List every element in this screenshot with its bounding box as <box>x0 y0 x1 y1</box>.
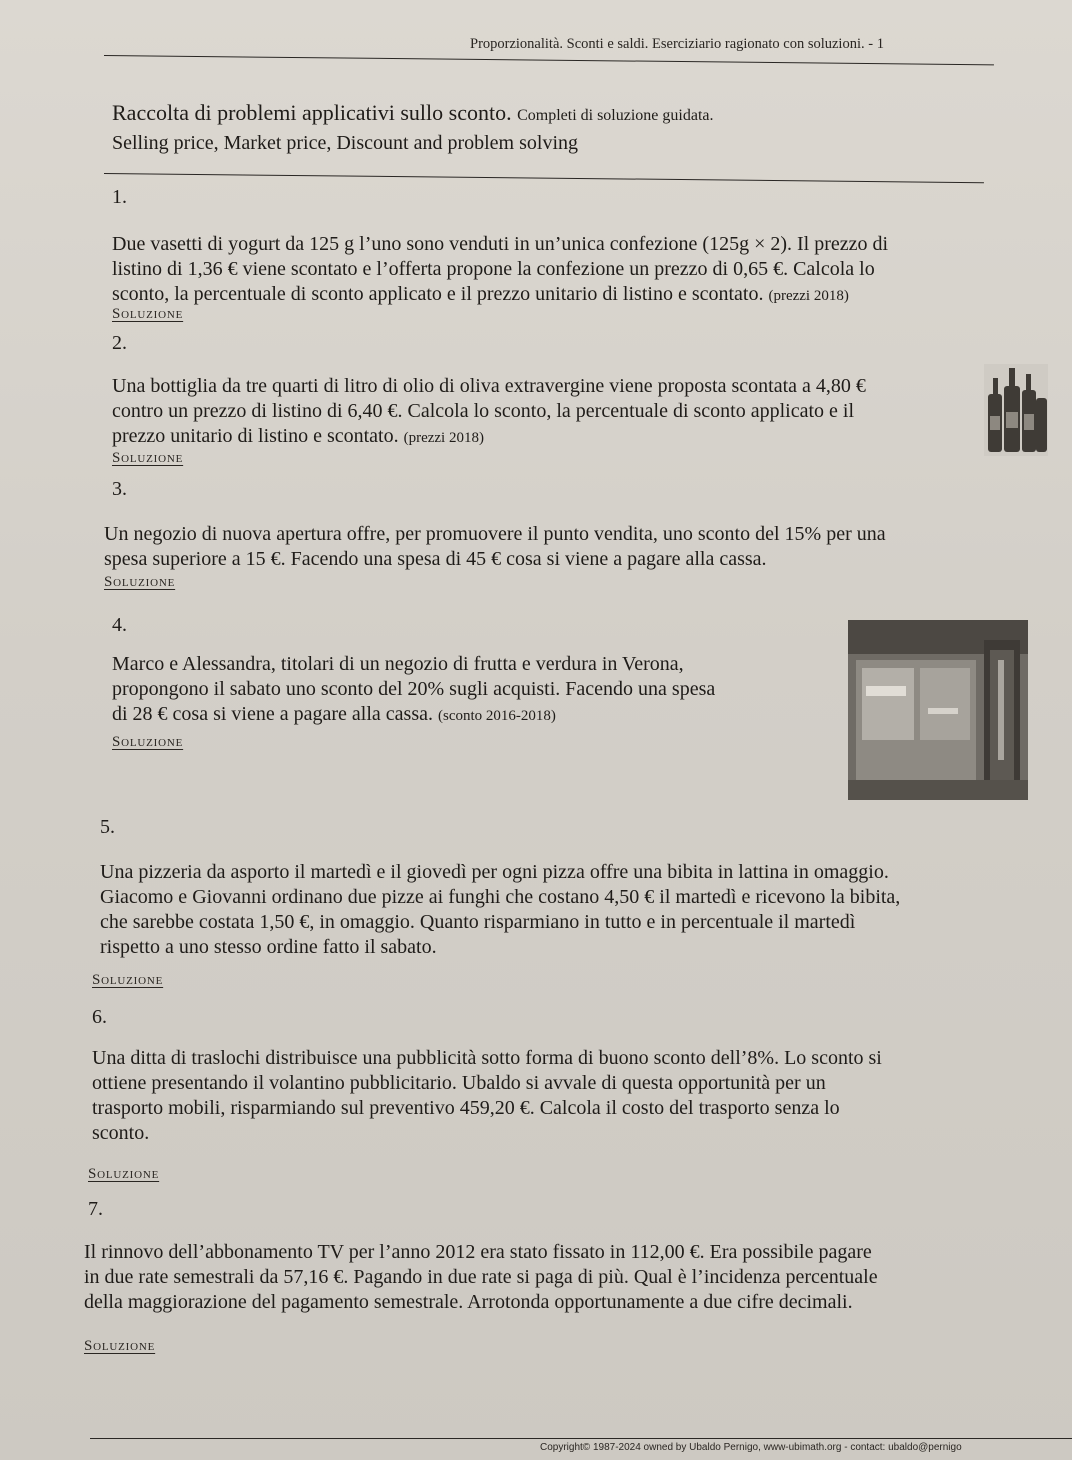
problem-4-line-2: propongono il sabato uno sconto del 20% sugli acquisti. Facendo una spesa <box>112 678 716 700</box>
problem-4-line-1: Marco e Alessandra, titolari di un negozio di frutta e verdura in Verona, <box>112 653 684 675</box>
problem-2-line-3: prezzo unitario di listino e scontato. <box>112 425 399 447</box>
problem-1-line-1: Due vasetti di yogurt da 125 g l’uno sono venduti in un’unica confezione (125g × 2). Il prezzo di <box>112 233 889 255</box>
problem-2-line-2: contro un prezzo di listino di 6,40 €. Calcola lo sconto, la percentuale di sconto applicato e il <box>112 400 855 422</box>
problem-3-line-2: spesa superiore a 15 €. Facendo una spesa di 45 € cosa si viene a pagare alla cassa. <box>104 548 767 570</box>
problem-7-line-3: della maggiorazione del pagamento semestrale. Arrotonda opportunamente a due cifre decimali. <box>84 1291 853 1313</box>
problem-6-line-3: trasporto mobili, risparmiando sul preventivo 459,20 €. Calcola il costo del trasporto senza lo <box>92 1097 840 1119</box>
problem-5-line-4: rispetto a uno stesso ordine fatto il sabato. <box>100 936 437 958</box>
problem-3-solution-link[interactable]: Soluzione <box>104 574 176 590</box>
problem-5-number: 5. <box>100 816 115 838</box>
problem-5-line-1: Una pizzeria da asporto il martedì e il giovedì per ogni pizza offre una bibita in lattina in omaggio. <box>100 861 889 883</box>
problem-7-line-2: in due rate semestrali da 57,16 €. Pagando in due rate si paga di più. Qual è l’incidenza percentuale <box>84 1266 878 1288</box>
problem-4-note: (sconto 2016-2018) <box>437 708 556 724</box>
problem-4-text <box>112 652 715 729</box>
olive-oil-bottles-photo <box>984 364 1048 456</box>
problem-4-line-3: di 28 € cosa si viene a pagare alla cassa. <box>112 703 433 725</box>
problem-2-line-1: Una bottiglia da tre quarti di litro di olio di oliva extravergine viene proposta scontata a 4,80 € <box>112 375 866 397</box>
problem-5-line-2: Giacomo e Giovanni ordinano due pizze ai funghi che costano 4,50 € il martedì e ricevono la bibita, <box>100 886 901 908</box>
problem-1-text <box>112 232 888 309</box>
problem-6-number: 6. <box>92 1006 107 1028</box>
problem-1-solution-link[interactable]: Soluzione <box>112 306 184 322</box>
problem-7-text <box>84 1240 878 1315</box>
header-title: Proporzionalità. Sconti e saldi. Eserciziario ragionato con soluzioni. - 1 <box>470 36 884 52</box>
problem-3-number: 3. <box>112 478 127 500</box>
problem-6-solution-link[interactable]: Soluzione <box>88 1166 160 1182</box>
title-rule <box>104 173 984 183</box>
problem-7-line-1: Il rinnovo dell’abbonamento TV per l’anno 2012 era stato fissato in 112,00 €. Era possibile pagare <box>84 1241 872 1263</box>
problem-6-line-4: sconto. <box>92 1122 150 1144</box>
problem-7-number: 7. <box>88 1198 103 1220</box>
problem-1-note: (prezzi 2018) <box>768 288 849 304</box>
problem-2-note: (prezzi 2018) <box>403 430 484 446</box>
problem-5-line-3: che sarebbe costata 1,50 €, in omaggio. Quanto risparmiano in tutto e in percentuale il martedì <box>100 911 856 933</box>
page-title-text: Raccolta di problemi applicativi sullo sconto. <box>112 100 512 125</box>
problem-3-line-1: Un negozio di nuova apertura offre, per promuovere il punto vendita, uno sconto del 15% per una <box>104 523 886 545</box>
page-subtitle: Selling price, Market price, Discount and problem solving <box>112 132 579 154</box>
problem-1-line-2: listino di 1,36 € viene scontato e l’offerta propone la confezione un prezzo di 0,65 €. Calcola lo <box>112 258 875 280</box>
problem-7-solution-link[interactable]: Soluzione <box>84 1338 156 1354</box>
page-title-note: Completi di soluzione guidata. <box>517 107 714 124</box>
problem-2-number: 2. <box>112 332 127 354</box>
problem-4-solution-link[interactable]: Soluzione <box>112 734 184 750</box>
problem-4-number: 4. <box>112 614 127 636</box>
problem-1-line-3: sconto, la percentuale di sconto applicato e il prezzo unitario di listino e scontato. <box>112 283 764 305</box>
problem-3-text <box>104 522 886 572</box>
fruit-shop-photo <box>848 620 1028 800</box>
problem-5-solution-link[interactable]: Soluzione <box>92 972 164 988</box>
problem-2-text <box>112 374 866 451</box>
footer-rule <box>90 1438 1072 1439</box>
problem-6-text <box>92 1046 882 1146</box>
problem-6-line-2: ottiene presentando il volantino pubblicitario. Ubaldo si avvale di questa opportunità per un <box>92 1072 826 1094</box>
footer-copyright: Copyright© 1987-2024 owned by Ubaldo Pernigo, www-ubimath.org - contact: ubaldo@pernigo <box>540 1442 962 1453</box>
problem-6-line-1: Una ditta di traslochi distribuisce una pubblicità sotto forma di buono sconto dell’8%. Lo sconto si <box>92 1047 882 1069</box>
page-title <box>112 100 714 126</box>
header-rule <box>104 55 994 65</box>
problem-5-text <box>100 860 900 960</box>
problem-1-number: 1. <box>112 186 127 208</box>
problem-2-solution-link[interactable]: Soluzione <box>112 450 184 466</box>
